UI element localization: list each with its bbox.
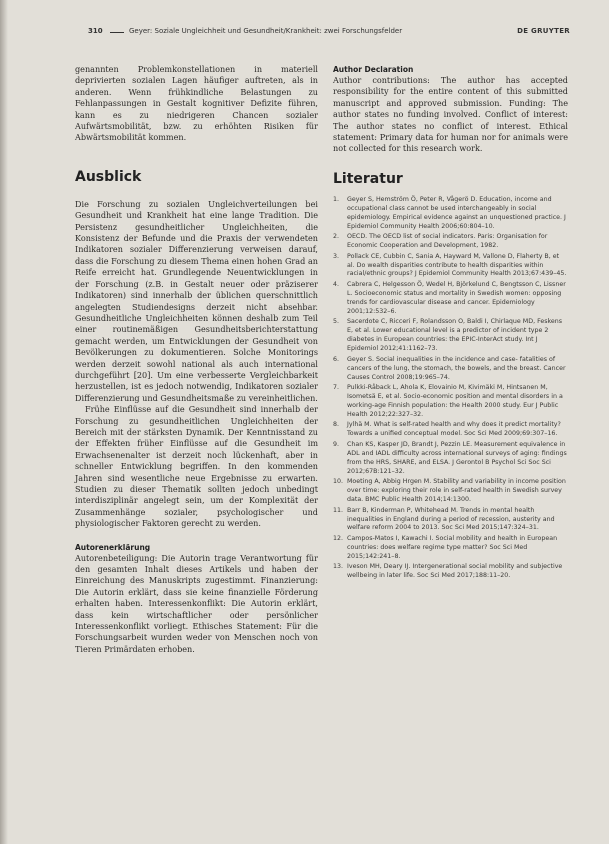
reference-text: Cabrera C, Helgesson Ö, Wedel H, Björkelund C, Bengtsson C, Lissner L. Socioeconomic status and mortality in Swedish women: opposing trends for cardiovascular disease and cancer. Epidemiology 2001;12:532–6. <box>347 281 566 315</box>
reference-text: Chan KS, Kasper JD, Brandt J, Pezzin LE. Measurement equivalence in ADL and IADL difficulty across international surveys of aging: findings from the HRS, SHARE, and ELSA. J Gerontol B Psychol Sci Soc Sci 2012;67B:121–32. <box>347 440 567 475</box>
left-column <box>75 64 318 655</box>
right-column <box>333 64 568 583</box>
reference-number: 7. <box>333 384 340 392</box>
reference-number: 3. <box>333 252 340 260</box>
reference-text: Moeting A, Abbig Hrgen M. Stability and variability in income position over time: exploring their role in self-rated health in Swedish survey data. BMC Public Health 2014;14:1300. <box>347 478 566 504</box>
reference-item <box>333 233 568 251</box>
reference-item <box>333 384 568 420</box>
reference-number: 2. <box>333 233 340 241</box>
reference-item <box>333 441 568 477</box>
ausblick-heading: Ausblick <box>75 168 142 185</box>
reference-number: 4. <box>333 281 340 289</box>
ausblick-paragraph-1: Die Forschung zu sozialen Ungleichverteilungen bei Gesundheit und Krankheit hat eine lange Tradition. Die Persistenz gesundheitlicher Ungleichheiten, die Konsistenz der Befunde und die Praxis der verwendeten Indikatoren sozialer Differenzierung verweisen darauf, dass die Forschung zu diesem Thema einen hohen Grad an Reife erreicht hat. Grundlegende Neuentwicklungen in der Forschung (z.B. in Gestalt neuer oder präziserer Indikatoren) sind innerhalb der üblichen querschnittlich angelegten Studiendesigns derzeit nicht absehbar. Gesundheitliche Ungleichheiten können deshalb zum Teil einer routinemäßigen Gesundheitsberichterstattung gemacht werden, um Entwicklungen der Gesundheit von Bevölkerungen zu dokumentieren. Solche Monitorings werden derzeit sowohl national als auch international durchgeführt [20]. Um eine verbesserte Vergleichbarkeit herzustellen, ist es jedoch notwendig, Indikatoren sozialer Differenzierung und Gesundheitsmaße zu vereinheitlichen. <box>75 198 318 403</box>
reference-text: Sacerdote C, Ricceri F, Rolandsson O, Baldi I, Chirlaque MD, Feskens E, et al. Lower educational level is a predictor of incident type 2 diabetes in European countries: the EPIC-InterAct study. Int J Epidemiol 2012;41:1162–73. <box>347 318 563 353</box>
intro-paragraph: genannten Problemkonstellationen in materiell deprivierten sozialen Lagen häufiger auftreten, als in anderen. Wenn frühkindliche Belastungen zu Fehlanpassungen in Gestalt kognitiver Defizite führen, kann es zu niedrigeren Chancen sozialer Aufwärtsmobilität, bzw. zu erhöhten Risiken für Abwärtsmobilität kommen. <box>75 64 318 143</box>
running-header <box>88 27 570 39</box>
reference-number: 8. <box>333 421 340 429</box>
reference-number: 11. <box>333 506 344 514</box>
autorenerklaerung-text: Autorenbeteiligung: Die Autorin trage Verantwortung für den gesamten Inhalt dieses Artikels und haben der Einreichung des Manuskripts zugestimmt. Finanzierung: Die Autorin erklärt, dass sie keine finanzielle Förderung erhalten haben. Interessenkonflikt: Die Autorin erklärt, dass kein wirtschaftlicher oder persönlicher Interessenkonflikt vorliegt. Ethisches Statement: Für die Forschungsarbeit wurden weder von Menschen noch von Tieren Primärdaten erhoben. <box>75 552 318 654</box>
reference-text: Campos-Matos I, Kawachi I. Social mobility and health in European countries: does welfare regime type matter? Soc Sci Med 2015;142:241–8. <box>347 535 558 560</box>
author-declaration-text: Author contributions: The author has accepted responsibility for the entire content of this submitted manuscript and approved submission. Funding: The author states no funding involved. Conflict of interest: The author states no conflict of interest. Ethical statement: Primary data for human nor for animals were not collected for this research work. <box>333 75 568 154</box>
reference-text: Geyer S. Social inequalities in the incidence and case- fatalities of cancers of the lung, the stomach, the bowels, and the breast. Cancer Causes Control 2008;19:965–74. <box>347 355 566 381</box>
reference-item <box>333 507 568 534</box>
autorenerklaerung-heading: Autorenerklärung <box>75 542 151 552</box>
reference-text: Pollack CE, Cubbin C, Sania A, Hayward M, Vallone D, Flaherty B, et al. Do wealth disparities contribute to health disparities within racial/ethnic groups? J Epidemiol Community Health 2013;67:439–45. <box>347 252 567 278</box>
reference-item <box>333 196 568 232</box>
reference-item <box>333 253 568 280</box>
reference-number: 1. <box>333 195 340 203</box>
reference-item <box>333 563 568 581</box>
reference-number: 6. <box>333 355 340 363</box>
reference-text: Geyer S, Hemström Ö, Peter R, Vågerö D. Education, income and occupational class cannot be used interchangeably in social epidemiology. Empirical evidence against an unquestioned practice. J Epidemiol Community Health 2006;60:804–10. <box>347 195 566 230</box>
reference-item <box>333 535 568 562</box>
reference-text: Iveson MH, Deary IJ. Intergenerational social mobility and subjective wellbeing in later life. Soc Sci Med 2017;188:11–20. <box>347 563 563 580</box>
reference-text: OECD. The OECD list of social indicators. Paris: Organisation for Economic Cooperation and Development, 1982. <box>347 233 548 250</box>
page-number: 310 <box>88 27 103 35</box>
reference-number: 10. <box>333 478 344 486</box>
header-rule <box>110 32 124 33</box>
reference-text: Barr B, Kinderman P, Whitehead M. Trends in mental health inequalities in England during a period of recession, austerity and welfare reform 2004 to 2013. Soc Sci Med 2015;147:324–31. <box>347 506 555 532</box>
reference-text: Pulkki-Råback L, Ahola K, Elovainio M, Kivimäki M, Hintsanen M, Isometsä E, et al. Socio-economic position and mental disorders in a working-age Finnish population: the Health 2000 study. Eur J Public Health 2012;22:327–32. <box>347 384 563 418</box>
author-declaration-heading: Author Declaration <box>333 65 414 74</box>
reference-number: 5. <box>333 318 340 326</box>
reference-item <box>333 281 568 317</box>
publisher-name: DE GRUYTER <box>517 27 570 35</box>
reference-number: 12. <box>333 535 344 543</box>
reference-text: Jylhä M. What is self-rated health and why does it predict mortality? Towards a unified conceptual model. Soc Sci Med 2009;69:307–16. <box>347 421 561 438</box>
reference-list <box>333 196 568 581</box>
running-title: Geyer: Soziale Ungleichheit und Gesundheit/Krankheit: zwei Forschungsfelder <box>129 27 403 35</box>
reference-number: 9. <box>333 440 340 448</box>
reference-item <box>333 421 568 439</box>
ausblick-paragraph-2: Frühe Einflüsse auf die Gesundheit sind innerhalb der Forschung zu gesundheitlichen Ungleichheiten der Bereich mit der stärksten Dynamik. Der Kenntnisstand zu der Effekten früher Einflüsse auf die Gesundheit im Erwachsenenalter ist derzeit noch lückenhaft, aber in schneller Entwicklung begriffen. In den kommenden Jahren sind wesentliche neue Ergebnisse zu erwarten. Studien zu dieser Thematik sollten jedoch unbedingt interdisziplinär angelegt sein, um der Komplexität der Zusammenhänge sozialer, psychologischer und physiologischer Faktoren gerecht zu werden. <box>75 404 318 529</box>
reference-item <box>333 318 568 354</box>
reference-item <box>333 356 568 383</box>
literatur-heading: Literatur <box>333 170 403 187</box>
reference-number: 13. <box>333 563 344 571</box>
reference-item <box>333 478 568 505</box>
